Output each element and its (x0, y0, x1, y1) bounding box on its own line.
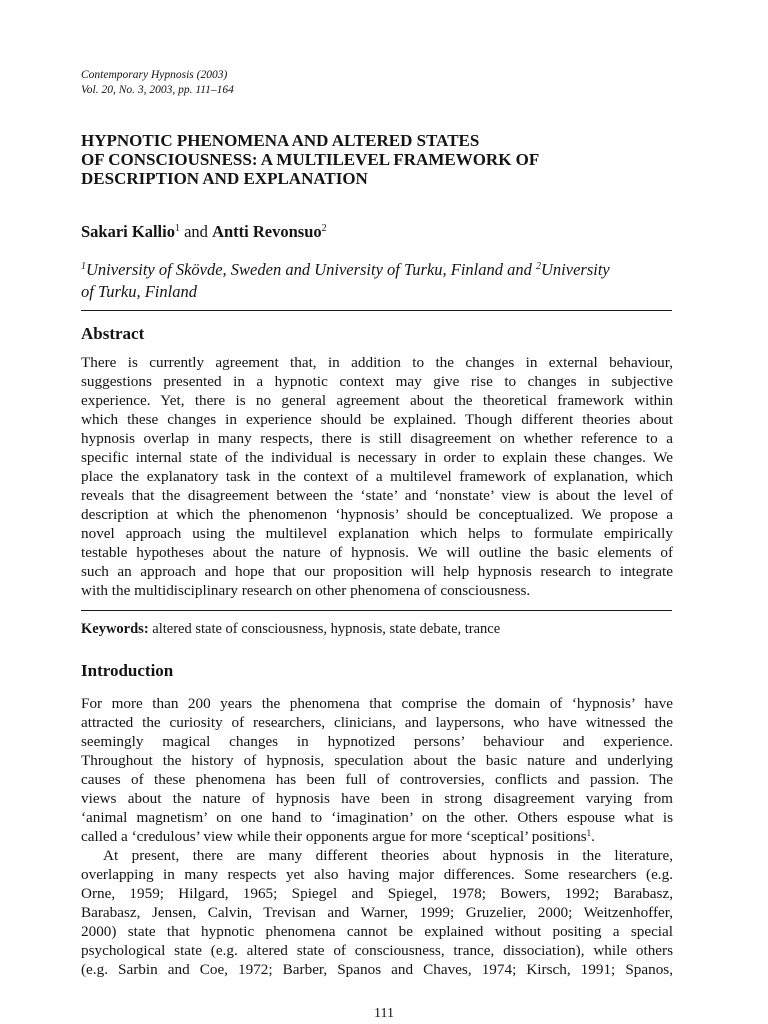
abstract-body (81, 353, 673, 600)
text-line: At present, there are many different theories about hypnosis in the literature, (103, 847, 673, 864)
keywords-text: altered state of consciousness, hypnosis, state debate, trance (152, 621, 501, 637)
text-line: hypnosis overlap in many respects, there is still disagreement on whether reference to a (81, 430, 673, 447)
affiliations (81, 259, 673, 303)
page-number: 111 (374, 1006, 394, 1021)
affiliation-text: University of Skövde, Sweden and University of Turku, Finland and (86, 260, 537, 279)
text-line: For more than 200 years the phenomena that comprise the domain of ‘hypnosis’ have (81, 695, 673, 712)
author-name: Antti Revonsuo (212, 222, 322, 241)
divider (81, 310, 672, 311)
text-line: ‘animal magnetism’ on one hand to ‘imagination’ on the other. Others espouse what is (81, 809, 673, 826)
text-line: place the explanatory task in the context of a multilevel framework of explanation, which (81, 468, 673, 485)
text-line: overlapping in many respects yet also having major differences. Some researchers (e.g. (81, 866, 673, 883)
footnote-mark: 1 (586, 828, 592, 838)
text-line: seemingly magical changes in hypnotized persons’ behaviour and experience. (81, 733, 673, 750)
text-line: psychological state (e.g. altered state of consciousness, trance, dissociation), while others (81, 942, 673, 959)
text-line: attracted the curiosity of researchers, clinicians, and laypersons, who have witnessed the (81, 714, 673, 731)
text-fragment: . (591, 828, 595, 845)
abstract-heading: Abstract (81, 324, 145, 343)
text-line: specific internal state of the individual is necessary in order to explain these changes. We (81, 449, 673, 466)
article-title (81, 131, 673, 188)
text-line: Throughout the history of hypnosis, speculation about the basic nature and underlying (81, 752, 673, 769)
journal-citation (81, 68, 234, 98)
affiliation-text: University (541, 260, 610, 279)
text-line: Barabasz, Jensen, Calvin, Trevisan and Warner, 1999; Gruzelier, 2000; Weitzenhoffer, (81, 904, 673, 921)
text-line: Orne, 1959; Hilgard, 1965; Spiegel and Spiegel, 1978; Bowers, 1992; Barabasz, (81, 885, 673, 902)
title-line: OF CONSCIOUSNESS: A MULTILEVEL FRAMEWORK OF (81, 150, 540, 169)
text-line: 2000) state that hypnotic phenomena cannot be explained without positing a special (81, 923, 673, 940)
text-line: description at which the phenomenon ‘hypnosis’ should be conceptualized. We propose a (81, 506, 673, 523)
text-line: reveals that the disagreement between the ‘state’ and ‘nonstate’ view is about the level of (81, 487, 673, 504)
author-list (81, 222, 327, 242)
text-line: novel approach using the multilevel explanation which helps to formulate empirically (81, 525, 673, 542)
divider (81, 610, 672, 611)
article-page (81, 0, 673, 1024)
affiliation-mark: 2 (536, 261, 542, 272)
text-line: testable hypotheses about the nature of hypnosis. We will outline the basic elements of (81, 544, 673, 561)
author-name: Sakari Kallio (81, 222, 175, 241)
keywords (81, 620, 500, 639)
text-line (81, 827, 673, 846)
title-line: DESCRIPTION AND EXPLANATION (81, 169, 368, 188)
affiliation-line (81, 259, 673, 281)
keywords-label: Keywords: (81, 621, 149, 637)
text-line: such an approach and hope that our proposition will help hypnosis research to integrate (81, 563, 673, 580)
affiliation-mark: 1 (81, 261, 86, 272)
text-line: with the multidisciplinary research on other phenomena of consciousness. (81, 582, 531, 599)
journal-volume: Vol. 20, No. 3, 2003, pp. 111–164 (81, 84, 234, 96)
introduction-heading: Introduction (81, 661, 174, 680)
text-line: experience. Yet, there is no general agreement about the theoretical framework within (81, 392, 673, 409)
text-line: suggestions presented in a hypnotic context may give rise to changes in subjective (81, 373, 673, 390)
affiliation-line: of Turku, Finland (81, 282, 197, 301)
journal-name: Contemporary Hypnosis (2003) (81, 69, 228, 81)
title-line: HYPNOTIC PHENOMENA AND ALTERED STATES (81, 131, 480, 150)
text-line: There is currently agreement that, in addition to the changes in external behaviour, (81, 354, 673, 371)
text-line: views about the nature of hypnosis have been in strong disagreement varying from (81, 790, 673, 807)
introduction-body (81, 694, 673, 979)
text-fragment: called a ‘credulous’ view while their opponents argue for more ‘sceptical’ positions (81, 828, 587, 845)
affiliation-mark: 2 (321, 223, 327, 234)
text-line: (e.g. Sarbin and Coe, 1972; Barber, Spanos and Chaves, 1974; Kirsch, 1991; Spanos, (81, 961, 673, 978)
author-conjunction: and (184, 222, 208, 241)
text-line: causes of these phenomena has been full of controversies, conflicts and passion. The (81, 771, 673, 788)
text-line: which these changes in experience should be explained. Though different theories about (81, 411, 673, 428)
affiliation-mark: 1 (174, 223, 180, 234)
